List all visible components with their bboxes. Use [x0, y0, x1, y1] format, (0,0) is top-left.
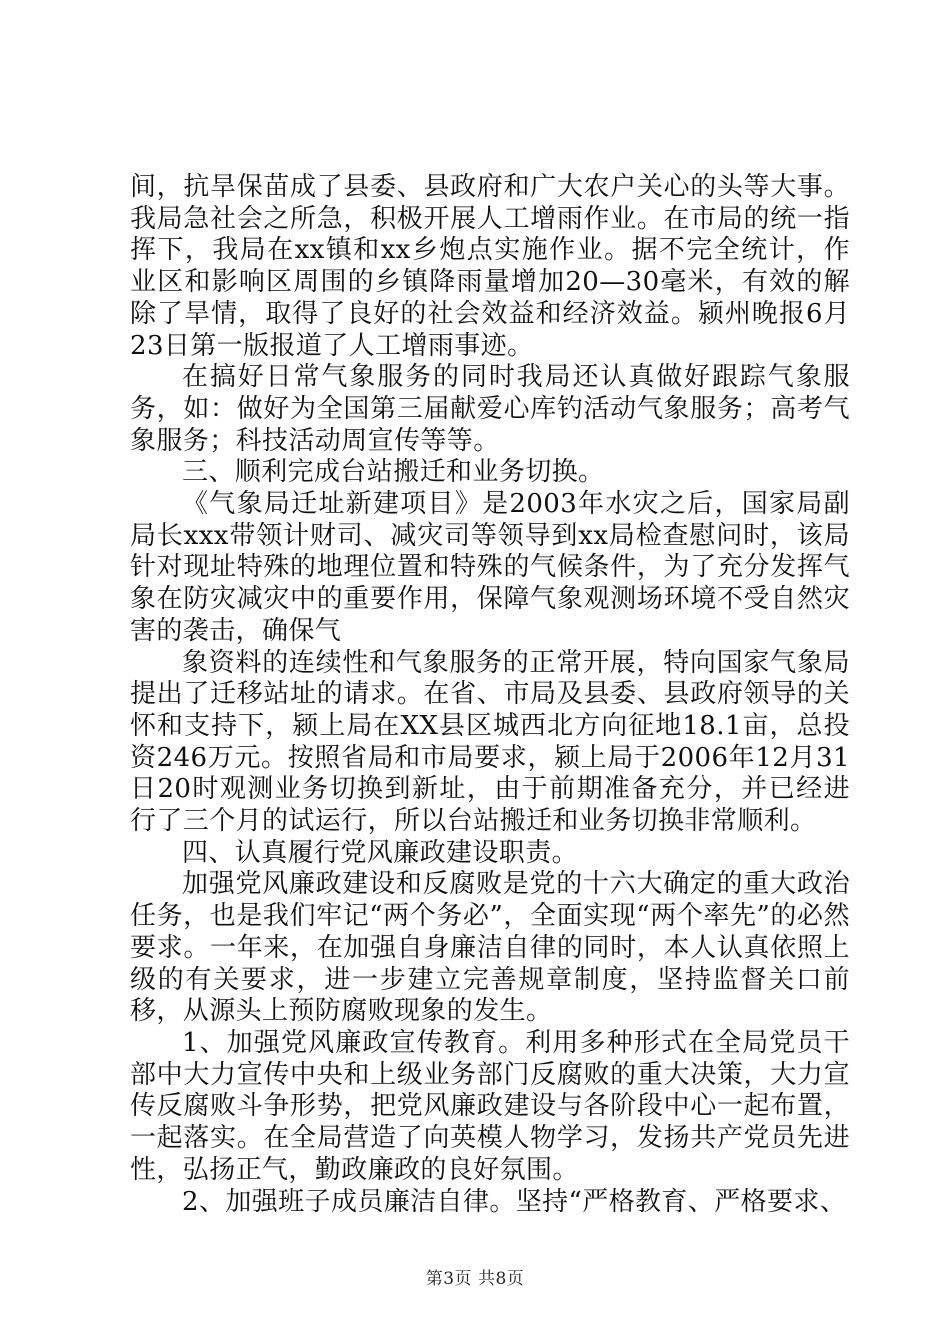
paragraph-9: 2、加强班子成员廉洁自律。坚持“严格教育、严格要求、: [182, 1186, 847, 1217]
page-number-footer: 第3页 共8页: [425, 1269, 525, 1289]
paragraph-4: 《气象局迁址新建项目》是2003年水灾之后，国家局副局长xxx带领计财司、减灾司等领导到xx局检查慰问时，该局针对现址特殊的地理位置和特殊的气候条件，为了充分发挥气象在防灾减灾中的重要作用，保障气象观测场环境不受自然灾害的袭击，确保气: [130, 489, 850, 646]
paragraph-2: 在搞好日常气象服务的同时我局还认真做好跟踪气象服务，如：做好为全国第三届献爱心库钓活动气象服务；高考气象服务；科技活动周宣传等等。: [130, 362, 850, 456]
paragraph-8: 1、加强党风廉政宣传教育。利用多种形式在全局党员干部中大力宣传中央和上级业务部门反腐败的重大决策，大力宣传反腐败斗争形势，把党风廉政建设与各阶段中心一起布置，一起落实。在全局营造了向英模人物学习，发扬共产党员先进性，弘扬正气，勤政廉政的良好氛围。: [130, 1027, 850, 1185]
paragraph-1: 间，抗旱保苗成了县委、县政府和广大农户关心的头等大事。我局急社会之所急，积极开展人工增雨作业。在市局的统一指挥下，我局在xx镇和xx乡炮点实施作业。据不完全统计，作业区和影响区周围的乡镇降雨量增加20—30毫米，有效的解除了旱情，取得了良好的社会效益和经济效益。颍州晚报6月23日第一版报道了人工增雨事迹。: [130, 172, 850, 361]
document-body: [130, 172, 850, 1218]
section-heading-3: 三、顺利完成台站搬迁和业务切换。: [182, 457, 605, 488]
paragraph-5: 象资料的连续性和气象服务的正常开展，特向国家气象局提出了迁移站址的请求。在省、市局及县委、县政府领导的关怀和支持下，颍上局在XX县区城西北方向征地18.1亩，总投资246万元。按照省局和市局要求，颍上局于2006年12月31日20时观测业务切换到新址，由于前期准备充分，并已经进行了三个月的试运行，所以台站搬迁和业务切换非常顺利。: [130, 647, 850, 837]
paragraph-7: 加强党风廉政建设和反腐败是党的十六大确定的重大政治任务，也是我们牢记“两个务必”，全面实现“两个率先”的必然要求。一年来，在加强自身廉洁自律的同时，本人认真依照上级的有关要求，进一步建立完善规章制度，坚持监督关口前移，从源头上预防腐败现象的发生。: [130, 869, 850, 1027]
section-heading-4: 四、认真履行党风廉政建设职责。: [182, 837, 579, 868]
